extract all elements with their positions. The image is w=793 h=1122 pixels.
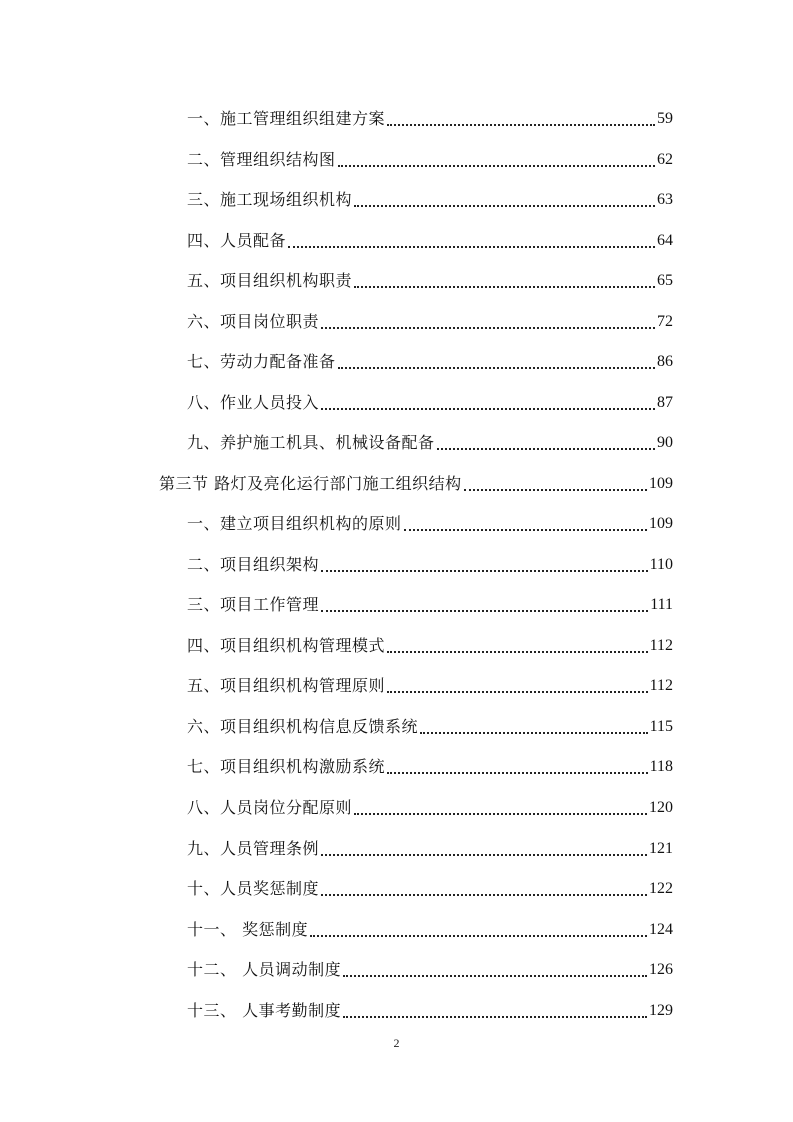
toc-leader-dots <box>338 349 655 369</box>
toc-leader-dots <box>338 147 655 167</box>
toc-entry-page: 72 <box>657 313 673 330</box>
toc-entry-page: 86 <box>657 353 673 370</box>
toc-entry-page: 110 <box>649 556 673 573</box>
toc-entry[interactable] <box>187 104 673 130</box>
toc-entry[interactable] <box>187 428 673 454</box>
toc-leader-dots <box>387 633 648 653</box>
toc-leader-dots <box>310 917 647 937</box>
toc-leader-dots <box>354 795 647 815</box>
toc-entry-title: 三、项目工作管理 <box>187 595 320 614</box>
toc-entry[interactable] <box>187 590 673 616</box>
toc-entry-title: 二、项目组织架构 <box>187 555 320 574</box>
toc-leader-dots <box>343 957 647 977</box>
toc-entry[interactable] <box>187 347 673 373</box>
toc-entry-page: 64 <box>657 232 673 249</box>
page-number: 2 <box>393 1036 400 1050</box>
toc-entry[interactable] <box>187 550 673 576</box>
toc-entry-page: 62 <box>657 151 673 168</box>
toc-entry-page: 121 <box>649 840 673 857</box>
toc-section-entry[interactable] <box>159 469 673 495</box>
toc-entry[interactable] <box>187 226 673 252</box>
toc-entry-title: 五、项目组织机构管理原则 <box>187 676 386 695</box>
toc-entry-page: 65 <box>657 272 673 289</box>
toc-entry-page: 115 <box>649 718 673 735</box>
toc-entry-title: 九、养护施工机具、机械设备配备 <box>187 433 435 452</box>
toc-entry[interactable] <box>187 266 673 292</box>
toc-entry-title: 四、项目组织机构管理模式 <box>187 636 386 655</box>
toc-entry-title: 十一、 奖惩制度 <box>187 920 309 939</box>
toc-leader-dots <box>321 309 655 329</box>
toc-entry-title: 六、项目岗位职责 <box>187 312 320 331</box>
toc-entry[interactable] <box>187 712 673 738</box>
toc-entry-page: 87 <box>657 394 673 411</box>
toc-entry-page: 90 <box>657 434 673 451</box>
toc-entry[interactable] <box>187 752 673 778</box>
toc-entry-page: 109 <box>649 515 673 532</box>
toc-entry[interactable] <box>187 834 673 860</box>
toc-leader-dots <box>343 998 647 1018</box>
toc-leader-dots <box>321 592 648 612</box>
toc-entry-title: 十、人员奖惩制度 <box>187 879 320 898</box>
toc-entry-title: 三、施工现场组织机构 <box>187 190 353 209</box>
toc-leader-dots <box>321 552 648 572</box>
toc-entry-page: 111 <box>650 596 673 613</box>
toc-entry[interactable] <box>187 509 673 535</box>
toc-entry[interactable] <box>187 388 673 414</box>
toc-entry-title: 五、项目组织机构职责 <box>187 271 353 290</box>
toc-entry[interactable] <box>187 307 673 333</box>
toc-entry-page: 118 <box>649 758 673 775</box>
toc-entry[interactable] <box>187 874 673 900</box>
toc-entry-page: 112 <box>649 677 673 694</box>
toc-leader-dots <box>321 390 655 410</box>
toc-entry-title: 一、建立项目组织机构的原则 <box>187 514 402 533</box>
toc-leader-dots <box>321 836 647 856</box>
toc-entry[interactable] <box>187 185 673 211</box>
toc-entry[interactable] <box>187 793 673 819</box>
toc-leader-dots <box>464 471 647 491</box>
toc-leader-dots <box>354 268 655 288</box>
toc-leader-dots <box>404 511 647 531</box>
toc-entry[interactable] <box>187 955 673 981</box>
toc-entry-page: 59 <box>657 110 673 127</box>
toc-entry-title: 十二、 人员调动制度 <box>187 960 342 979</box>
toc-entry-title: 第三节 路灯及亮化运行部门施工组织结构 <box>159 474 462 493</box>
toc-leader-dots <box>387 673 648 693</box>
toc-entry-page: 126 <box>649 961 673 978</box>
toc-leader-dots <box>387 106 655 126</box>
toc-leader-dots <box>288 228 655 248</box>
toc-entry-title: 一、施工管理组织组建方案 <box>187 109 386 128</box>
toc-entry-title: 十三、 人事考勤制度 <box>187 1001 342 1020</box>
toc-entry-title: 四、人员配备 <box>187 231 287 250</box>
toc-entry[interactable] <box>187 996 673 1022</box>
toc-entry-title: 二、管理组织结构图 <box>187 150 336 169</box>
toc-leader-dots <box>420 714 648 734</box>
toc-entry-page: 124 <box>649 921 673 938</box>
toc-leader-dots <box>321 876 647 896</box>
toc-leader-dots <box>387 754 648 774</box>
toc-entry-page: 63 <box>657 191 673 208</box>
toc-entry-title: 九、人员管理条例 <box>187 839 320 858</box>
toc-entry[interactable] <box>187 671 673 697</box>
toc-entry-title: 七、劳动力配备准备 <box>187 352 336 371</box>
toc-leader-dots <box>354 187 655 207</box>
toc-entry-page: 129 <box>649 1002 673 1019</box>
toc-entry[interactable] <box>187 631 673 657</box>
toc-leader-dots <box>437 430 655 450</box>
toc-entry-title: 六、项目组织机构信息反馈系统 <box>187 717 419 736</box>
toc-entry-title: 八、作业人员投入 <box>187 393 320 412</box>
toc-entry-page: 109 <box>649 475 673 492</box>
toc-entry-page: 122 <box>649 880 673 897</box>
toc-entry-page: 112 <box>649 637 673 654</box>
toc-entry-page: 120 <box>649 799 673 816</box>
toc-entry[interactable] <box>187 145 673 171</box>
toc-entry[interactable] <box>187 915 673 941</box>
toc-entry-title: 七、项目组织机构激励系统 <box>187 757 386 776</box>
toc-entry-title: 八、人员岗位分配原则 <box>187 798 353 817</box>
